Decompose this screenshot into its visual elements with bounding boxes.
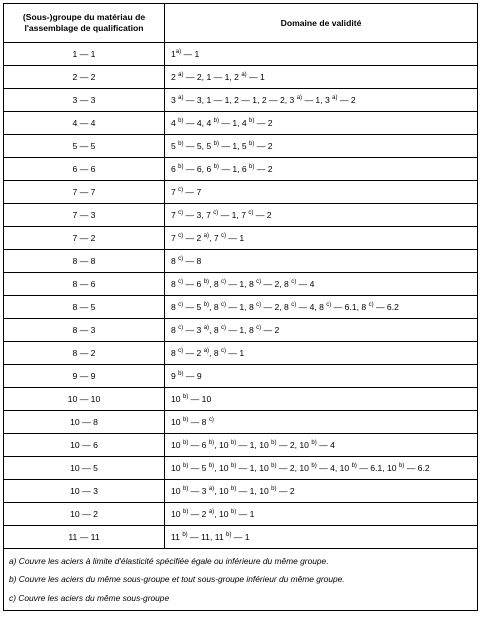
footnote-marker: a) xyxy=(178,94,184,101)
validity-range-cell: 8 $^{c)}$ — 2 $^{a)}$, 8 $^{c)}$ — 1 xyxy=(165,342,478,365)
footnote-marker: c) xyxy=(178,232,184,239)
footnote-marker: b) xyxy=(182,393,189,400)
material-group-cell: 5 — 5 xyxy=(4,135,165,158)
footnote-marker: b) xyxy=(226,531,232,538)
validity-range-cell: 10 $^{b)}$ — 2 $^{a)}$, 10 $^{b)}$ — 1 xyxy=(165,503,478,526)
material-group-cell: 3 — 3 xyxy=(4,89,165,112)
validity-range-cell: 10 $^{b)}$ — 10 xyxy=(165,388,478,411)
footnote-marker: a) xyxy=(208,508,215,515)
validity-range-cell: 2 $^{a)}$ — 2, 1 — 1, 2 $^{a)}$ — 1 xyxy=(165,66,478,89)
table-row xyxy=(4,365,478,388)
footnote-b: b) Couvre les aciers du même sous-groupe et tout sous-groupe inférieur du même groupe. xyxy=(9,574,345,585)
footnote-marker: c) xyxy=(221,232,227,239)
material-group-cell: 7 — 3 xyxy=(4,204,165,227)
footnote-marker: c) xyxy=(221,278,227,285)
validity-range-cell: 8 $^{c)}$ — 6 $^{b)}$, 8 $^{c)}$ — 1, 8 $^{c)}$ — 2, 8 $^{c)}$ — 4 xyxy=(165,273,478,296)
footnote-marker: a) xyxy=(203,324,210,331)
footnote-marker: a) xyxy=(296,94,303,101)
material-group-cell: 8 — 2 xyxy=(4,342,165,365)
material-group-cell: 10 — 8 xyxy=(4,411,165,434)
table-row xyxy=(4,296,478,319)
footnote-marker: c) xyxy=(221,347,227,354)
footnote-marker: c) xyxy=(178,324,184,331)
table-row xyxy=(4,89,478,112)
footnote-marker: a) xyxy=(241,71,247,78)
footnote-marker: b) xyxy=(271,485,277,492)
footnote-marker: c) xyxy=(256,324,262,331)
footnote-marker: b) xyxy=(271,462,277,469)
footnote-marker: b) xyxy=(230,508,237,515)
table-row xyxy=(4,319,478,342)
header-validity-range: Domaine de validité xyxy=(165,4,478,43)
footnote-marker: b) xyxy=(203,301,210,308)
footnote-marker: c) xyxy=(248,209,254,216)
footnote-marker: c) xyxy=(291,301,297,308)
footnote-marker: b) xyxy=(271,439,277,446)
footnote-marker: a) xyxy=(175,48,182,55)
validity-range-cell: 10 $^{b)}$ — 3 $^{a)}$, 10 $^{b)}$ — 1, 10 $^{b)}$ — 2 xyxy=(165,480,478,503)
footnote-c: c) Couvre les aciers du même sous-groupe xyxy=(9,592,170,603)
table-row xyxy=(4,227,478,250)
footnote-marker: c) xyxy=(326,301,332,308)
table-row xyxy=(4,342,478,365)
table-row xyxy=(4,43,478,66)
footnote-marker: b) xyxy=(203,278,210,285)
footnote-marker: c) xyxy=(256,301,262,308)
footnote-marker: b) xyxy=(213,117,219,124)
footnote-marker: b) xyxy=(351,462,357,469)
footnote-marker: b) xyxy=(182,508,189,515)
table-row xyxy=(4,273,478,296)
footnote-marker: a) xyxy=(178,71,184,78)
footnote-marker: b) xyxy=(178,140,184,147)
footnote-marker: c) xyxy=(291,278,297,285)
footnote-marker: a) xyxy=(203,347,210,354)
validity-range-cell: 10 $^{b)}$ — 6 $^{b)}$, 10 $^{b)}$ — 1, 10 $^{b)}$ — 2, 10 $^{b)}$ — 4 xyxy=(165,434,478,457)
table-row xyxy=(4,250,478,273)
footnote-marker: a) xyxy=(332,94,338,101)
table-row xyxy=(4,66,478,89)
footnote-marker: b) xyxy=(249,117,255,124)
footnote-marker: b) xyxy=(178,163,184,170)
footnote-marker: c) xyxy=(178,209,184,216)
table-header-row xyxy=(4,4,478,43)
table-row xyxy=(4,135,478,158)
footnote-marker: b) xyxy=(249,163,255,170)
header-material-group: (Sous-)groupe du matériau de l'assemblage de qualification xyxy=(4,4,165,43)
table-row xyxy=(4,434,478,457)
table-row xyxy=(4,204,478,227)
footnote-marker: b) xyxy=(213,163,219,170)
table-row xyxy=(4,503,478,526)
material-group-cell: 10 — 6 xyxy=(4,434,165,457)
footnote-a: a) Couvre les aciers à limite d'élasticité spécifiée égale ou inférieure du même groupe. xyxy=(9,556,329,566)
footnote-marker: b) xyxy=(182,416,189,423)
footnote-marker: b) xyxy=(178,117,184,124)
material-group-cell: 4 — 4 xyxy=(4,112,165,135)
footnote-marker: c) xyxy=(213,209,219,216)
footnote-marker: c) xyxy=(178,186,184,193)
table-row xyxy=(4,457,478,480)
material-group-cell: 7 — 2 xyxy=(4,227,165,250)
material-group-cell: 8 — 8 xyxy=(4,250,165,273)
validity-range-cell: 10 $^{b)}$ — 8 $^{c)}$ xyxy=(165,411,478,434)
validity-range-cell: 9 $^{b)}$ — 9 xyxy=(165,365,478,388)
material-group-cell: 8 — 3 xyxy=(4,319,165,342)
validity-range-cell: 8 $^{c)}$ — 3 $^{a)}$, 8 $^{c)}$ — 1, 8 $^{c)}$ — 2 xyxy=(165,319,478,342)
footnote-marker: b) xyxy=(182,531,188,538)
material-group-cell: 10 — 2 xyxy=(4,503,165,526)
footnote-marker: b) xyxy=(208,462,215,469)
table-row xyxy=(4,112,478,135)
table-row xyxy=(4,480,478,503)
validity-table xyxy=(3,3,478,549)
footnote-marker: b) xyxy=(398,462,405,469)
footnote-marker: c) xyxy=(178,255,184,262)
validity-range-cell: 11 $^{b)}$ — 11, 11 $^{b)}$ — 1 xyxy=(165,526,478,549)
material-group-cell: 8 — 5 xyxy=(4,296,165,319)
footnote-marker: c) xyxy=(178,301,184,308)
footnote-marker: c) xyxy=(178,278,184,285)
material-group-cell: 6 — 6 xyxy=(4,158,165,181)
table-row xyxy=(4,411,478,434)
material-group-cell: 8 — 6 xyxy=(4,273,165,296)
document-page xyxy=(3,3,478,611)
footnote-marker: c) xyxy=(178,347,184,354)
validity-range-cell: 5 $^{b)}$ — 5, 5 $^{b)}$ — 1, 5 $^{b)}$ — 2 xyxy=(165,135,478,158)
material-group-cell: 10 — 3 xyxy=(4,480,165,503)
footnote-marker: c) xyxy=(221,301,227,308)
validity-range-cell: 10 $^{b)}$ — 5 $^{b)}$, 10 $^{b)}$ — 1, 10 $^{b)}$ — 2, 10 $^{b)}$ — 4, 10 $^{b)}$ — 6.1, 10 $^{b)}$ — 6.2 xyxy=(165,457,478,480)
validity-range-cell: 8 $^{c)}$ — 5 $^{b)}$, 8 $^{c)}$ — 1, 8 $^{c)}$ — 2, 8 $^{c)}$ — 4, 8 $^{c)}$ — 6.1, 8 $^{c)}$ — 6.2 xyxy=(165,296,478,319)
validity-range-cell: 7 $^{c)}$ — 3, 7 $^{c)}$ — 1, 7 $^{c)}$ — 2 xyxy=(165,204,478,227)
footnote-marker: b) xyxy=(182,462,189,469)
footnote-marker: b) xyxy=(249,140,255,147)
table-row xyxy=(4,158,478,181)
validity-range-cell: 3 $^{a)}$ — 3, 1 — 1, 2 — 1, 2 — 2, 3 $^{a)}$ — 1, 3 $^{a)}$ — 2 xyxy=(165,89,478,112)
footnote-marker: a) xyxy=(208,485,215,492)
material-group-cell: 11 — 11 xyxy=(4,526,165,549)
table-row xyxy=(4,181,478,204)
footnote-marker: b) xyxy=(230,462,237,469)
footnotes-box xyxy=(3,549,478,611)
validity-range-cell: 7 $^{c)}$ — 2 $^{a)}$, 7 $^{c)}$ — 1 xyxy=(165,227,478,250)
footnote-marker: c) xyxy=(208,416,214,423)
validity-range-cell: 4 $^{b)}$ — 4, 4 $^{b)}$ — 1, 4 $^{b)}$ — 2 xyxy=(165,112,478,135)
table-row xyxy=(4,526,478,549)
footnote-marker: b) xyxy=(182,439,189,446)
footnote-marker: c) xyxy=(221,324,227,331)
footnote-marker: b) xyxy=(230,485,237,492)
table-body xyxy=(4,43,478,549)
table-row xyxy=(4,388,478,411)
material-group-cell: 7 — 7 xyxy=(4,181,165,204)
footnote-marker: b) xyxy=(311,439,317,446)
validity-range-cell: 1$^{a)}$ — 1 xyxy=(165,43,478,66)
footnote-marker: b) xyxy=(311,462,317,469)
material-group-cell: 10 — 5 xyxy=(4,457,165,480)
footnote-marker: b) xyxy=(213,140,219,147)
material-group-cell: 9 — 9 xyxy=(4,365,165,388)
validity-range-cell: 7 $^{c)}$ — 7 xyxy=(165,181,478,204)
footnote-marker: a) xyxy=(203,232,210,239)
material-group-cell: 10 — 10 xyxy=(4,388,165,411)
footnote-marker: b) xyxy=(182,485,189,492)
footnote-marker: c) xyxy=(368,301,374,308)
material-group-cell: 1 — 1 xyxy=(4,43,165,66)
footnote-marker: b) xyxy=(230,439,237,446)
footnote-marker: b) xyxy=(178,370,184,377)
footnote-marker: b) xyxy=(208,439,215,446)
validity-range-cell: 6 $^{b)}$ — 6, 6 $^{b)}$ — 1, 6 $^{b)}$ — 2 xyxy=(165,158,478,181)
validity-range-cell: 8 $^{c)}$ — 8 xyxy=(165,250,478,273)
footnote-marker: c) xyxy=(256,278,262,285)
material-group-cell: 2 — 2 xyxy=(4,66,165,89)
